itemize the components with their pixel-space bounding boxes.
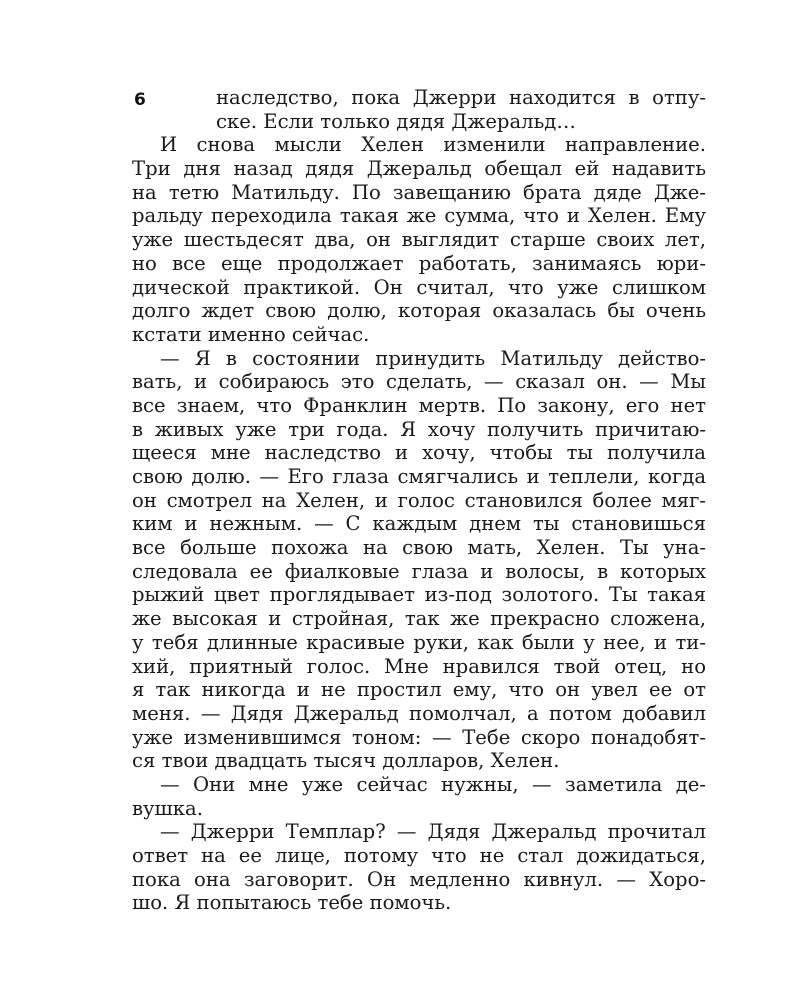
text-line: хий, приятный голос. Мне нравился твой отец, но	[132, 654, 706, 678]
text-line: же высокая и стройная, так же прекрасно сложена,	[132, 607, 706, 631]
text-line: на тетю Матильду. По завещанию брата дяде Дже-	[132, 180, 706, 204]
text-line: ответ на ее лице, потому что не стал дожидаться,	[132, 844, 706, 867]
text-line: ся твои двадцать тысяч долларов, Хелен.	[132, 749, 560, 773]
text-line: кстати именно сейчас.	[132, 322, 370, 346]
text-line: шо. Я попытаюсь тебе помочь.	[132, 891, 452, 915]
text-line: следовала ее фиалковые глаза и волосы, в которых	[132, 559, 706, 583]
page-number: 6	[134, 90, 146, 110]
text-line: свою долю. — Его глаза смягчались и теплели, когда	[132, 465, 706, 488]
text-line: наследство, пока Джерри находится в отпу-	[216, 86, 706, 109]
text-line: у тебя длинные красивые руки, как были у нее, и ти-	[132, 630, 706, 654]
text-line: вать, и собираюсь это сделать, — сказал он. — Мы	[132, 370, 706, 394]
text-line: щееся мне наследство и хочу, чтобы ты получила	[132, 441, 706, 465]
text-line: все больше похожа на свою мать, Хелен. Ты уна-	[132, 536, 706, 560]
text-line: — Я в состоянии принудить Матильду действо-	[160, 346, 706, 370]
body-text	[132, 86, 706, 915]
text-line: меня. — Дядя Джеральд помолчал, а потом добавил	[132, 701, 706, 725]
text-line: ким и нежным. — С каждым днем ты становишься	[132, 512, 706, 536]
text-line: ске. Если только дядя Джеральд…	[216, 109, 576, 133]
text-line: в живых уже три года. Я хочу получить причитаю-	[132, 417, 706, 441]
text-line: долго ждет свою долю, которая оказалась бы очень	[132, 299, 706, 323]
text-line: он смотрел на Хелен, и голос становился более мяг-	[132, 488, 706, 512]
text-line: дической практикой. Он считал, что уже слишком	[132, 275, 706, 299]
text-line: все знаем, что Франклин мертв. По закону, его нет	[132, 393, 706, 417]
text-line: ральду переходила такая же сумма, что и Хелен. Ему	[132, 204, 706, 228]
text-line: вушка.	[132, 796, 203, 820]
text-line: уже изменившимся тоном: — Тебе скоро понадобят-	[132, 725, 706, 749]
text-line: я так никогда и не простил ему, что он увел ее от	[132, 678, 706, 702]
text-line: Три дня назад дядя Джеральд обещал ей надавить	[132, 157, 706, 181]
text-line: — Джерри Темплар? — Дядя Джеральд прочитал	[160, 820, 706, 844]
text-line: рыжий цвет проглядывает из-под золотого. Ты такая	[132, 583, 706, 607]
text-line: — Они мне уже сейчас нужны, — заметила де-	[160, 772, 706, 796]
text-line: И снова мысли Хелен изменили направление.	[160, 133, 706, 157]
text-line: пока она заговорит. Он медленно кивнул. — Хоро-	[132, 867, 706, 891]
text-line: но все еще продолжает работать, занимаясь юри-	[132, 251, 706, 275]
text-line: уже шестьдесят два, он выглядит старше своих лет,	[132, 228, 706, 252]
